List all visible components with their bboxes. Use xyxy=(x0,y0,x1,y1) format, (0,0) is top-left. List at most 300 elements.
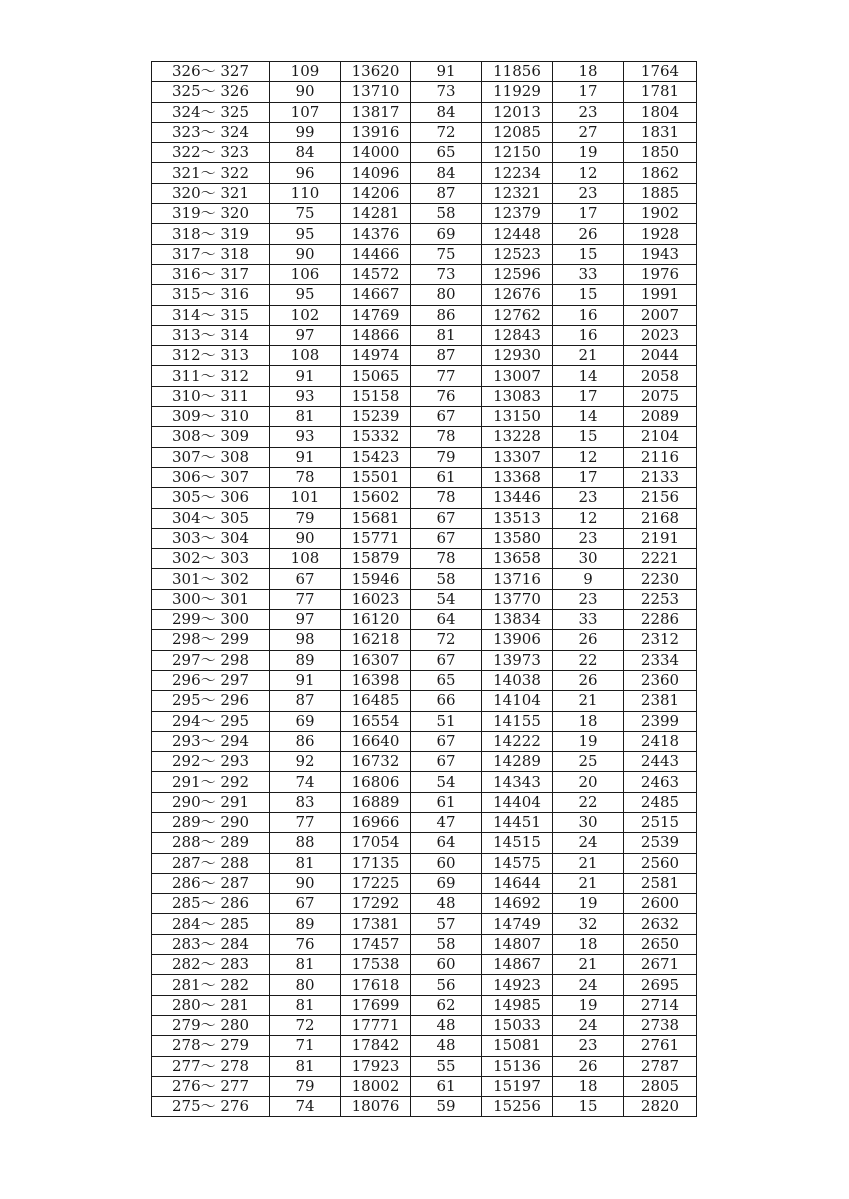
cumulative-cell: 2360 xyxy=(624,670,697,690)
cumulative-cell: 15332 xyxy=(341,427,411,447)
count-cell: 57 xyxy=(411,914,482,934)
cumulative-cell: 13620 xyxy=(341,62,411,82)
count-cell: 76 xyxy=(411,386,482,406)
cumulative-cell: 16966 xyxy=(341,812,411,832)
table-row xyxy=(152,1076,697,1096)
cumulative-cell: 16398 xyxy=(341,670,411,690)
count-cell: 67 xyxy=(411,731,482,751)
table-row xyxy=(152,549,697,569)
cumulative-cell: 14644 xyxy=(482,873,553,893)
score-range-cell: 292～ 293 xyxy=(152,752,270,772)
table-row xyxy=(152,691,697,711)
cumulative-cell: 2463 xyxy=(624,772,697,792)
cumulative-cell: 14985 xyxy=(482,995,553,1015)
count-cell: 72 xyxy=(411,122,482,142)
score-range-cell: 326～ 327 xyxy=(152,62,270,82)
score-range-cell: 322～ 323 xyxy=(152,143,270,163)
cumulative-cell: 14281 xyxy=(341,204,411,224)
cumulative-cell: 14974 xyxy=(341,346,411,366)
cumulative-cell: 18002 xyxy=(341,1076,411,1096)
table-row xyxy=(152,264,697,284)
count-cell: 71 xyxy=(270,1036,341,1056)
cumulative-cell: 13513 xyxy=(482,508,553,528)
cumulative-cell: 2399 xyxy=(624,711,697,731)
cumulative-cell: 13817 xyxy=(341,102,411,122)
cumulative-cell: 12843 xyxy=(482,325,553,345)
count-cell: 81 xyxy=(270,995,341,1015)
cumulative-cell: 13150 xyxy=(482,407,553,427)
score-range-cell: 287～ 288 xyxy=(152,853,270,873)
cumulative-cell: 12085 xyxy=(482,122,553,142)
count-cell: 58 xyxy=(411,934,482,954)
table-row xyxy=(152,386,697,406)
cumulative-cell: 14572 xyxy=(341,264,411,284)
table-row xyxy=(152,528,697,548)
count-cell: 61 xyxy=(411,1076,482,1096)
count-cell: 76 xyxy=(270,934,341,954)
count-cell: 19 xyxy=(553,731,624,751)
cumulative-cell: 16120 xyxy=(341,610,411,630)
score-range-cell: 306～ 307 xyxy=(152,467,270,487)
count-cell: 67 xyxy=(270,569,341,589)
score-range-cell: 277～ 278 xyxy=(152,1056,270,1076)
score-range-cell: 300～ 301 xyxy=(152,589,270,609)
count-cell: 72 xyxy=(411,630,482,650)
count-cell: 21 xyxy=(553,955,624,975)
count-cell: 60 xyxy=(411,853,482,873)
count-cell: 89 xyxy=(270,650,341,670)
table-row xyxy=(152,143,697,163)
count-cell: 81 xyxy=(411,325,482,345)
cumulative-cell: 16889 xyxy=(341,792,411,812)
table-row xyxy=(152,731,697,751)
score-range-cell: 279～ 280 xyxy=(152,1015,270,1035)
cumulative-cell: 2116 xyxy=(624,447,697,467)
table-row xyxy=(152,752,697,772)
cumulative-cell: 17457 xyxy=(341,934,411,954)
table-row xyxy=(152,488,697,508)
count-cell: 24 xyxy=(553,1015,624,1035)
count-cell: 23 xyxy=(553,1036,624,1056)
cumulative-cell: 2007 xyxy=(624,305,697,325)
count-cell: 19 xyxy=(553,995,624,1015)
score-range-cell: 309～ 310 xyxy=(152,407,270,427)
score-range-cell: 286～ 287 xyxy=(152,873,270,893)
count-cell: 92 xyxy=(270,752,341,772)
table-row xyxy=(152,467,697,487)
cumulative-cell: 13770 xyxy=(482,589,553,609)
cumulative-cell: 17842 xyxy=(341,1036,411,1056)
cumulative-cell: 15239 xyxy=(341,407,411,427)
cumulative-cell: 1764 xyxy=(624,62,697,82)
count-cell: 20 xyxy=(553,772,624,792)
cumulative-cell: 16023 xyxy=(341,589,411,609)
cumulative-cell: 14923 xyxy=(482,975,553,995)
count-cell: 77 xyxy=(270,589,341,609)
table-row xyxy=(152,366,697,386)
count-cell: 73 xyxy=(411,264,482,284)
cumulative-cell: 14769 xyxy=(341,305,411,325)
cumulative-cell: 16307 xyxy=(341,650,411,670)
cumulative-cell: 17618 xyxy=(341,975,411,995)
count-cell: 60 xyxy=(411,955,482,975)
cumulative-cell: 2133 xyxy=(624,467,697,487)
score-range-cell: 297～ 298 xyxy=(152,650,270,670)
cumulative-cell: 15158 xyxy=(341,386,411,406)
cumulative-cell: 14289 xyxy=(482,752,553,772)
cumulative-cell: 2671 xyxy=(624,955,697,975)
score-range-cell: 283～ 284 xyxy=(152,934,270,954)
count-cell: 93 xyxy=(270,386,341,406)
cumulative-cell: 1862 xyxy=(624,163,697,183)
count-cell: 96 xyxy=(270,163,341,183)
cumulative-cell: 13916 xyxy=(341,122,411,142)
count-cell: 33 xyxy=(553,610,624,630)
cumulative-cell: 15136 xyxy=(482,1056,553,1076)
table-row xyxy=(152,853,697,873)
score-range-cell: 302～ 303 xyxy=(152,549,270,569)
score-range-cell: 282～ 283 xyxy=(152,955,270,975)
cumulative-cell: 14866 xyxy=(341,325,411,345)
cumulative-cell: 1928 xyxy=(624,224,697,244)
table-row xyxy=(152,1097,697,1117)
cumulative-cell: 13973 xyxy=(482,650,553,670)
table-row xyxy=(152,285,697,305)
score-range-cell: 275～ 276 xyxy=(152,1097,270,1117)
count-cell: 14 xyxy=(553,407,624,427)
count-cell: 73 xyxy=(411,82,482,102)
count-cell: 12 xyxy=(553,163,624,183)
cumulative-cell: 17538 xyxy=(341,955,411,975)
count-cell: 74 xyxy=(270,772,341,792)
cumulative-cell: 2230 xyxy=(624,569,697,589)
count-cell: 26 xyxy=(553,1056,624,1076)
cumulative-cell: 2334 xyxy=(624,650,697,670)
cumulative-cell: 16732 xyxy=(341,752,411,772)
count-cell: 21 xyxy=(553,691,624,711)
count-cell: 91 xyxy=(411,62,482,82)
score-range-cell: 307～ 308 xyxy=(152,447,270,467)
table-row xyxy=(152,589,697,609)
cumulative-cell: 14104 xyxy=(482,691,553,711)
cumulative-cell: 2485 xyxy=(624,792,697,812)
cumulative-cell: 2515 xyxy=(624,812,697,832)
cumulative-cell: 15033 xyxy=(482,1015,553,1035)
cumulative-cell: 2695 xyxy=(624,975,697,995)
count-cell: 21 xyxy=(553,346,624,366)
count-cell: 58 xyxy=(411,204,482,224)
score-range-cell: 299～ 300 xyxy=(152,610,270,630)
score-range-cell: 291～ 292 xyxy=(152,772,270,792)
count-cell: 67 xyxy=(411,752,482,772)
table-row xyxy=(152,792,697,812)
count-cell: 108 xyxy=(270,346,341,366)
count-cell: 64 xyxy=(411,833,482,853)
cumulative-cell: 2539 xyxy=(624,833,697,853)
score-range-cell: 312～ 313 xyxy=(152,346,270,366)
cumulative-cell: 2560 xyxy=(624,853,697,873)
table-row xyxy=(152,569,697,589)
table-row xyxy=(152,447,697,467)
cumulative-cell: 14376 xyxy=(341,224,411,244)
count-cell: 108 xyxy=(270,549,341,569)
cumulative-cell: 14343 xyxy=(482,772,553,792)
cumulative-cell: 15946 xyxy=(341,569,411,589)
cumulative-cell: 15065 xyxy=(341,366,411,386)
count-cell: 15 xyxy=(553,1097,624,1117)
cumulative-cell: 2581 xyxy=(624,873,697,893)
count-cell: 21 xyxy=(553,853,624,873)
count-cell: 90 xyxy=(270,244,341,264)
cumulative-cell: 2443 xyxy=(624,752,697,772)
cumulative-cell: 15879 xyxy=(341,549,411,569)
count-cell: 91 xyxy=(270,447,341,467)
count-cell: 86 xyxy=(411,305,482,325)
table-row xyxy=(152,630,697,650)
cumulative-cell: 14575 xyxy=(482,853,553,873)
cumulative-cell: 13446 xyxy=(482,488,553,508)
count-cell: 17 xyxy=(553,204,624,224)
count-cell: 15 xyxy=(553,244,624,264)
score-range-cell: 281～ 282 xyxy=(152,975,270,995)
count-cell: 22 xyxy=(553,792,624,812)
count-cell: 67 xyxy=(411,528,482,548)
count-cell: 33 xyxy=(553,264,624,284)
cumulative-cell: 14155 xyxy=(482,711,553,731)
cumulative-cell: 15771 xyxy=(341,528,411,548)
cumulative-cell: 14867 xyxy=(482,955,553,975)
count-cell: 87 xyxy=(411,183,482,203)
count-cell: 27 xyxy=(553,122,624,142)
cumulative-cell: 2600 xyxy=(624,894,697,914)
count-cell: 24 xyxy=(553,833,624,853)
cumulative-cell: 15501 xyxy=(341,467,411,487)
count-cell: 78 xyxy=(411,427,482,447)
cumulative-cell: 17699 xyxy=(341,995,411,1015)
table-row xyxy=(152,122,697,142)
cumulative-cell: 12448 xyxy=(482,224,553,244)
cumulative-cell: 13710 xyxy=(341,82,411,102)
count-cell: 80 xyxy=(270,975,341,995)
score-range-cell: 289～ 290 xyxy=(152,812,270,832)
table-row xyxy=(152,711,697,731)
count-cell: 77 xyxy=(270,812,341,832)
score-range-cell: 310～ 311 xyxy=(152,386,270,406)
score-range-cell: 314～ 315 xyxy=(152,305,270,325)
cumulative-cell: 14451 xyxy=(482,812,553,832)
cumulative-cell: 11856 xyxy=(482,62,553,82)
count-cell: 107 xyxy=(270,102,341,122)
count-cell: 17 xyxy=(553,467,624,487)
count-cell: 109 xyxy=(270,62,341,82)
count-cell: 26 xyxy=(553,670,624,690)
score-range-cell: 308～ 309 xyxy=(152,427,270,447)
count-cell: 48 xyxy=(411,1036,482,1056)
count-cell: 99 xyxy=(270,122,341,142)
count-cell: 80 xyxy=(411,285,482,305)
count-cell: 23 xyxy=(553,589,624,609)
count-cell: 18 xyxy=(553,711,624,731)
count-cell: 93 xyxy=(270,427,341,447)
count-cell: 19 xyxy=(553,143,624,163)
cumulative-cell: 2805 xyxy=(624,1076,697,1096)
cumulative-cell: 2381 xyxy=(624,691,697,711)
cumulative-cell: 1804 xyxy=(624,102,697,122)
cumulative-cell: 13228 xyxy=(482,427,553,447)
cumulative-cell: 1850 xyxy=(624,143,697,163)
count-cell: 91 xyxy=(270,670,341,690)
count-cell: 18 xyxy=(553,1076,624,1096)
count-cell: 23 xyxy=(553,488,624,508)
cumulative-cell: 2168 xyxy=(624,508,697,528)
cumulative-cell: 15423 xyxy=(341,447,411,467)
score-range-cell: 324～ 325 xyxy=(152,102,270,122)
score-range-cell: 313～ 314 xyxy=(152,325,270,345)
cumulative-cell: 1885 xyxy=(624,183,697,203)
count-cell: 67 xyxy=(411,650,482,670)
cumulative-cell: 12150 xyxy=(482,143,553,163)
cumulative-cell: 18076 xyxy=(341,1097,411,1117)
cumulative-cell: 17135 xyxy=(341,853,411,873)
count-cell: 98 xyxy=(270,630,341,650)
cumulative-cell: 15681 xyxy=(341,508,411,528)
count-cell: 25 xyxy=(553,752,624,772)
cumulative-cell: 2312 xyxy=(624,630,697,650)
score-range-cell: 276～ 277 xyxy=(152,1076,270,1096)
score-range-cell: 323～ 324 xyxy=(152,122,270,142)
cumulative-cell: 17292 xyxy=(341,894,411,914)
cumulative-cell: 2089 xyxy=(624,407,697,427)
score-range-cell: 298～ 299 xyxy=(152,630,270,650)
count-cell: 67 xyxy=(411,508,482,528)
cumulative-cell: 2738 xyxy=(624,1015,697,1035)
cumulative-cell: 12321 xyxy=(482,183,553,203)
cumulative-cell: 13580 xyxy=(482,528,553,548)
count-cell: 65 xyxy=(411,143,482,163)
count-cell: 75 xyxy=(270,204,341,224)
cumulative-cell: 2023 xyxy=(624,325,697,345)
count-cell: 67 xyxy=(270,894,341,914)
count-cell: 12 xyxy=(553,447,624,467)
cumulative-cell: 13307 xyxy=(482,447,553,467)
count-cell: 72 xyxy=(270,1015,341,1035)
cumulative-cell: 17771 xyxy=(341,1015,411,1035)
count-cell: 101 xyxy=(270,488,341,508)
cumulative-cell: 13368 xyxy=(482,467,553,487)
count-cell: 17 xyxy=(553,82,624,102)
count-cell: 61 xyxy=(411,792,482,812)
score-range-cell: 294～ 295 xyxy=(152,711,270,731)
count-cell: 30 xyxy=(553,549,624,569)
count-cell: 51 xyxy=(411,711,482,731)
score-range-cell: 305～ 306 xyxy=(152,488,270,508)
cumulative-cell: 13007 xyxy=(482,366,553,386)
cumulative-cell: 15602 xyxy=(341,488,411,508)
cumulative-cell: 14222 xyxy=(482,731,553,751)
count-cell: 78 xyxy=(270,467,341,487)
table-row xyxy=(152,163,697,183)
count-cell: 61 xyxy=(411,467,482,487)
count-cell: 79 xyxy=(411,447,482,467)
table-row xyxy=(152,305,697,325)
cumulative-cell: 17923 xyxy=(341,1056,411,1076)
count-cell: 87 xyxy=(411,346,482,366)
cumulative-cell: 14038 xyxy=(482,670,553,690)
count-cell: 24 xyxy=(553,975,624,995)
cumulative-cell: 15081 xyxy=(482,1036,553,1056)
count-cell: 84 xyxy=(270,143,341,163)
count-cell: 21 xyxy=(553,873,624,893)
count-cell: 16 xyxy=(553,325,624,345)
table-row xyxy=(152,62,697,82)
cumulative-cell: 14807 xyxy=(482,934,553,954)
cumulative-cell: 2714 xyxy=(624,995,697,1015)
count-cell: 106 xyxy=(270,264,341,284)
cumulative-cell: 12234 xyxy=(482,163,553,183)
score-range-cell: 318～ 319 xyxy=(152,224,270,244)
score-range-cell: 320～ 321 xyxy=(152,183,270,203)
cumulative-cell: 16806 xyxy=(341,772,411,792)
cumulative-cell: 2820 xyxy=(624,1097,697,1117)
cumulative-cell: 2044 xyxy=(624,346,697,366)
cumulative-cell: 13906 xyxy=(482,630,553,650)
score-range-cell: 317～ 318 xyxy=(152,244,270,264)
score-range-cell: 295～ 296 xyxy=(152,691,270,711)
count-cell: 17 xyxy=(553,386,624,406)
cumulative-cell: 12013 xyxy=(482,102,553,122)
count-cell: 83 xyxy=(270,792,341,812)
count-cell: 47 xyxy=(411,812,482,832)
score-range-cell: 316～ 317 xyxy=(152,264,270,284)
table-row xyxy=(152,934,697,954)
count-cell: 9 xyxy=(553,569,624,589)
count-cell: 90 xyxy=(270,528,341,548)
count-cell: 55 xyxy=(411,1056,482,1076)
score-range-cell: 280～ 281 xyxy=(152,995,270,1015)
count-cell: 26 xyxy=(553,630,624,650)
cumulative-cell: 1991 xyxy=(624,285,697,305)
cumulative-cell: 2286 xyxy=(624,610,697,630)
count-cell: 81 xyxy=(270,955,341,975)
table-row xyxy=(152,1015,697,1035)
count-cell: 81 xyxy=(270,407,341,427)
cumulative-cell: 2191 xyxy=(624,528,697,548)
count-cell: 69 xyxy=(270,711,341,731)
cumulative-cell: 1781 xyxy=(624,82,697,102)
count-cell: 84 xyxy=(411,163,482,183)
count-cell: 90 xyxy=(270,82,341,102)
table-row xyxy=(152,346,697,366)
count-cell: 74 xyxy=(270,1097,341,1117)
count-cell: 95 xyxy=(270,285,341,305)
cumulative-cell: 13083 xyxy=(482,386,553,406)
count-cell: 18 xyxy=(553,934,624,954)
count-cell: 15 xyxy=(553,427,624,447)
score-range-cell: 290～ 291 xyxy=(152,792,270,812)
score-range-cell: 303～ 304 xyxy=(152,528,270,548)
count-cell: 84 xyxy=(411,102,482,122)
table-row xyxy=(152,102,697,122)
cumulative-cell: 16640 xyxy=(341,731,411,751)
cumulative-cell: 2650 xyxy=(624,934,697,954)
cumulative-cell: 2104 xyxy=(624,427,697,447)
count-cell: 90 xyxy=(270,873,341,893)
count-cell: 23 xyxy=(553,183,624,203)
table-row xyxy=(152,204,697,224)
count-cell: 79 xyxy=(270,508,341,528)
cumulative-cell: 2221 xyxy=(624,549,697,569)
score-range-cell: 284～ 285 xyxy=(152,914,270,934)
